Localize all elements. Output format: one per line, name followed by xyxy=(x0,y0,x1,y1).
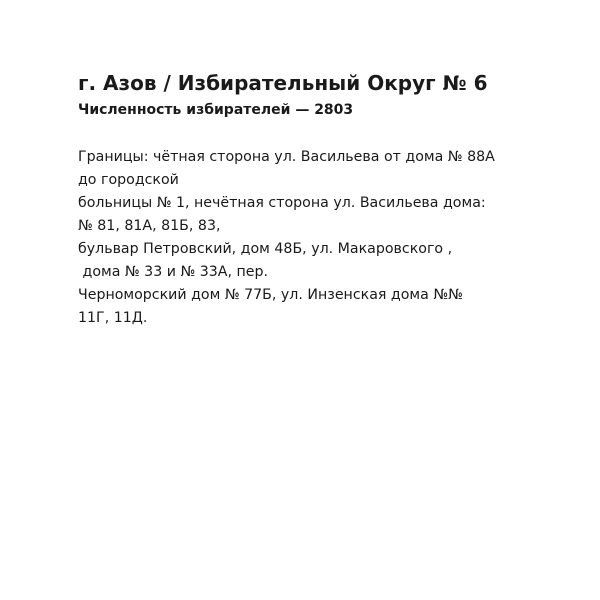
borders-line: до городской xyxy=(78,172,179,188)
district-borders xyxy=(78,146,538,330)
borders-line: Границы: чётная сторона ул. Васильева от дома № 88А xyxy=(78,149,495,165)
borders-line: бульвар Петровский, дом 48Б, ул. Макаровского , xyxy=(78,241,453,257)
borders-line: Черноморский дом № 77Б, ул. Инзенская дома №№ xyxy=(78,287,463,303)
borders-line: дома № 33 и № 33А, пер. xyxy=(78,264,269,280)
district-title: г. Азов / Избирательный Округ № 6 xyxy=(78,71,488,95)
borders-line: больницы № 1, нечётная сторона ул. Васильева дома: xyxy=(78,195,486,211)
borders-line: № 81, 81А, 81Б, 83, xyxy=(78,218,221,234)
borders-line: 11Г, 11Д. xyxy=(78,310,148,326)
voter-count: Численность избирателей — 2803 xyxy=(78,102,354,118)
district-card xyxy=(78,68,538,330)
